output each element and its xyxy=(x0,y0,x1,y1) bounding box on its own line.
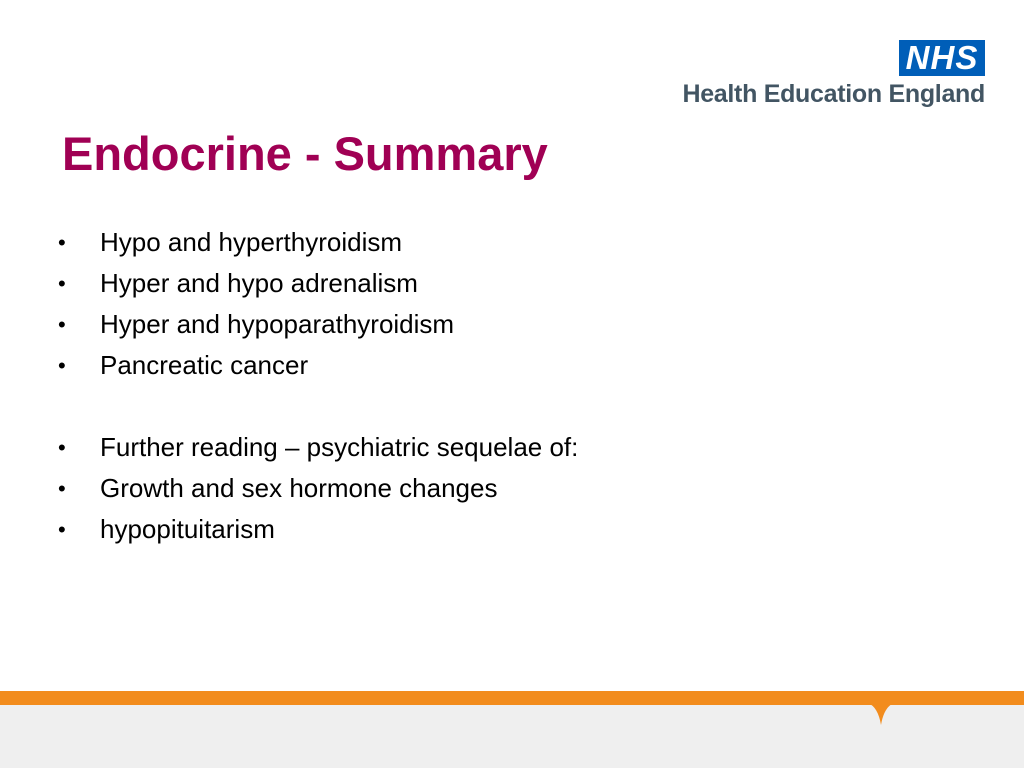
bullet-text: Hypo and hyperthyroidism xyxy=(100,227,403,257)
bullet-text: Pancreatic cancer xyxy=(100,350,309,380)
bullet-text: hypopituitarism xyxy=(100,514,275,544)
bullet-item xyxy=(58,304,578,345)
bullet-item xyxy=(58,263,578,304)
nhs-logo-box: NHS xyxy=(899,40,985,76)
bullet-text: Hyper and hypo adrenalism xyxy=(100,268,418,298)
slide-title: Endocrine - Summary xyxy=(62,127,548,180)
organization-name: Health Education England xyxy=(682,80,985,108)
bullet-item xyxy=(58,468,578,509)
bullet-marker: • xyxy=(58,230,66,255)
bullet-marker: • xyxy=(58,353,66,378)
bullet-marker: • xyxy=(58,312,66,337)
bullet-list xyxy=(58,222,578,550)
bullet-item xyxy=(58,345,578,386)
bullet-marker: • xyxy=(58,517,66,542)
bullet-item xyxy=(58,427,578,468)
nhs-hee-logo xyxy=(636,40,988,112)
bullet-marker: • xyxy=(58,271,66,296)
bullet-text: Growth and sex hormone changes xyxy=(100,473,498,503)
bullet-item xyxy=(58,222,578,263)
bullet-marker: • xyxy=(58,476,66,501)
footer-notch-shape xyxy=(868,703,894,725)
bullet-marker: • xyxy=(58,435,66,460)
bullet-text: Further reading – psychiatric sequelae of: xyxy=(100,432,579,462)
bullet-text: Hyper and hypoparathyroidism xyxy=(100,309,455,339)
bullet-item xyxy=(58,509,578,550)
